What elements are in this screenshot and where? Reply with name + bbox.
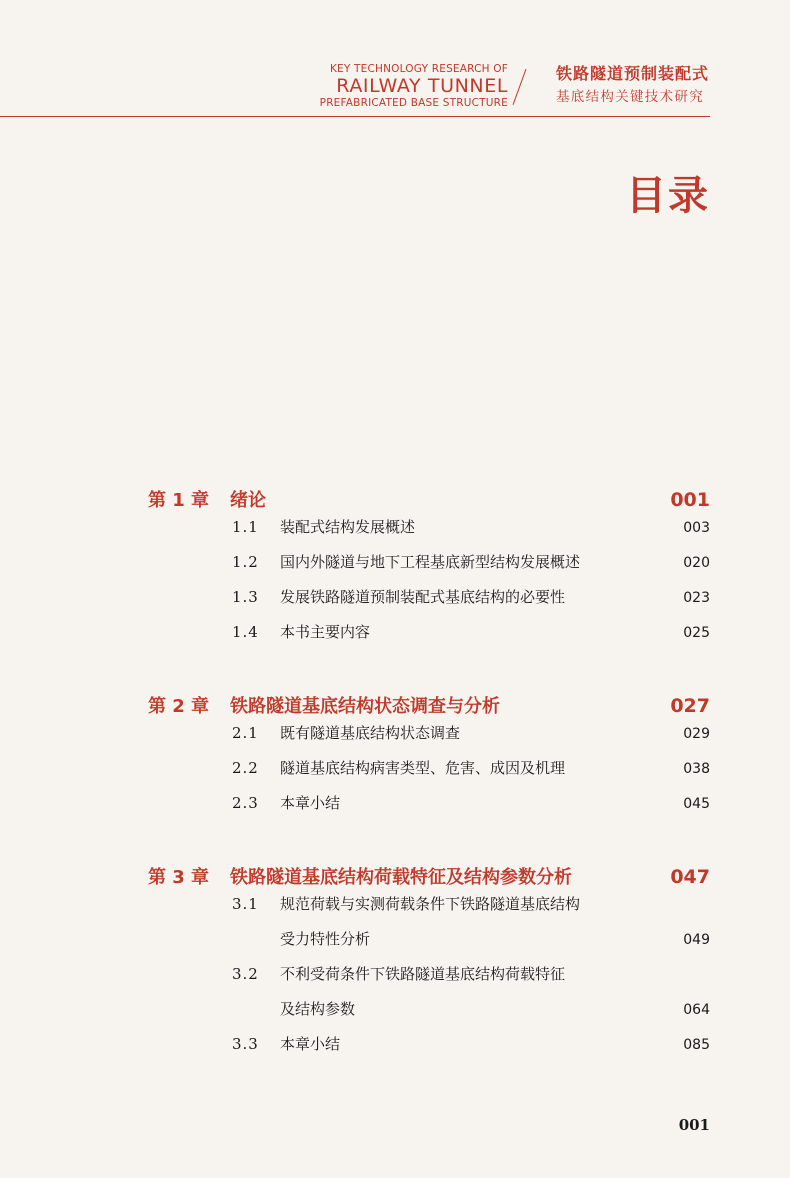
section-title: 隧道基底结构病害类型、危害、成因及机理 bbox=[280, 759, 566, 777]
toc-section-1-1[interactable] bbox=[148, 516, 710, 551]
toc-section-3-1-line2[interactable] bbox=[148, 928, 710, 963]
section-page: 085 bbox=[683, 1037, 710, 1053]
section-page: 045 bbox=[683, 796, 710, 812]
header-cn-line2: 基底结构关键技术研究 bbox=[556, 89, 704, 105]
section-page: 003 bbox=[683, 520, 710, 536]
section-number: 2.3 bbox=[232, 794, 259, 812]
section-title-line2: 及结构参数 bbox=[280, 1000, 356, 1018]
section-number: 3.3 bbox=[232, 1035, 259, 1053]
toc-section-2-1[interactable] bbox=[148, 722, 710, 757]
header-cn-line1: 铁路隧道预制装配式 bbox=[556, 64, 710, 83]
header-slash-divider bbox=[513, 69, 527, 105]
toc-section-1-2[interactable] bbox=[148, 551, 710, 586]
chapter-number: 第 1 章 bbox=[148, 490, 210, 511]
section-number: 1.1 bbox=[232, 518, 259, 536]
section-title-line1: 不利受荷条件下铁路隧道基底结构荷载特征 bbox=[280, 965, 566, 983]
section-title: 既有隧道基底结构状态调查 bbox=[280, 724, 461, 742]
toc-section-1-3[interactable] bbox=[148, 586, 710, 621]
chapter-number: 第 2 章 bbox=[148, 696, 210, 717]
chapter-title: 铁路隧道基底结构荷载特征及结构参数分析 bbox=[230, 867, 572, 888]
section-title: 发展铁路隧道预制装配式基底结构的必要性 bbox=[280, 588, 566, 606]
section-title-line1: 规范荷载与实测荷载条件下铁路隧道基底结构 bbox=[280, 895, 581, 913]
chapter-spacer bbox=[148, 827, 710, 863]
section-page: 049 bbox=[683, 932, 710, 948]
page-number: 001 bbox=[678, 1116, 710, 1134]
section-number: 2.1 bbox=[232, 724, 259, 742]
toc-section-2-2[interactable] bbox=[148, 757, 710, 792]
section-title: 本书主要内容 bbox=[280, 623, 371, 641]
header-en-line1: KEY TECHNOLOGY RESEARCH OF bbox=[329, 63, 508, 75]
section-number: 1.4 bbox=[232, 623, 259, 641]
toc-title: 目录 bbox=[626, 172, 710, 219]
header-en-line3: PREFABRICATED BASE STRUCTURE bbox=[319, 96, 508, 109]
header-chinese-title bbox=[556, 66, 709, 105]
section-number: 3.2 bbox=[232, 965, 259, 983]
section-page: 038 bbox=[683, 761, 710, 777]
chapter-page: 047 bbox=[670, 866, 710, 888]
section-number: 3.1 bbox=[232, 895, 259, 913]
section-title: 本章小结 bbox=[280, 794, 341, 812]
section-page: 025 bbox=[683, 625, 710, 641]
chapter-page: 001 bbox=[670, 489, 710, 511]
toc-section-3-2-line2[interactable] bbox=[148, 998, 710, 1033]
section-page: 020 bbox=[683, 555, 710, 571]
section-title-line2: 受力特性分析 bbox=[280, 930, 371, 948]
section-title: 装配式结构发展概述 bbox=[280, 518, 416, 536]
section-page: 029 bbox=[683, 726, 710, 742]
toc-section-3-3[interactable] bbox=[148, 1033, 710, 1068]
toc-section-3-2-line1[interactable] bbox=[148, 963, 710, 998]
toc-chapter-3[interactable] bbox=[148, 863, 710, 893]
header-english-title bbox=[320, 64, 508, 108]
header-en-line2: RAILWAY TUNNEL bbox=[336, 74, 508, 97]
header-rule bbox=[0, 116, 710, 117]
chapter-spacer bbox=[148, 656, 710, 692]
chapter-number: 第 3 章 bbox=[148, 867, 210, 888]
section-page: 023 bbox=[683, 590, 710, 606]
toc-chapter-1[interactable] bbox=[148, 486, 710, 516]
section-number: 2.2 bbox=[232, 759, 259, 777]
section-number: 1.2 bbox=[232, 553, 259, 571]
toc-section-3-1-line1[interactable] bbox=[148, 893, 710, 928]
table-of-contents bbox=[148, 486, 710, 1068]
section-page: 064 bbox=[683, 1002, 710, 1018]
chapter-title: 铁路隧道基底结构状态调查与分析 bbox=[230, 696, 500, 717]
section-number: 1.3 bbox=[232, 588, 259, 606]
toc-section-1-4[interactable] bbox=[148, 621, 710, 656]
chapter-title: 绪论 bbox=[230, 490, 266, 511]
toc-section-2-3[interactable] bbox=[148, 792, 710, 827]
toc-chapter-2[interactable] bbox=[148, 692, 710, 722]
section-title: 国内外隧道与地下工程基底新型结构发展概述 bbox=[280, 553, 581, 571]
chapter-page: 027 bbox=[670, 695, 710, 717]
section-title: 本章小结 bbox=[280, 1035, 341, 1053]
